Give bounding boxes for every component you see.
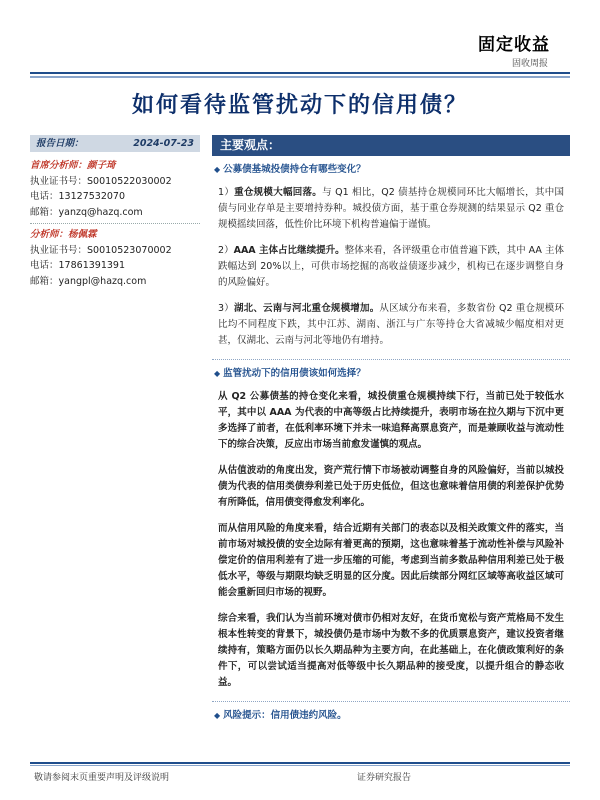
analyst-1-phone: 13127532070 [58, 191, 126, 202]
point-3-number: 3） [218, 303, 234, 314]
sidebar-divider [30, 223, 200, 224]
analyst-2-phone: 17861391391 [58, 260, 126, 271]
risk-warning [212, 707, 570, 721]
point-1-body: 与 Q1 相比，Q2 债基持仓规模同环比大幅增长，其中国债与同业存单是主要增持券种。城投债方面，基于重仓券规测的结果显示 Q2 重仓规模摇续回落，低性价比环境下机构普遍偏于谨慎。 [218, 187, 564, 230]
analyst-1-phone-label: 电话： [30, 191, 59, 202]
bullet-icon: ◆ [214, 369, 221, 378]
analyst-2-cert-label: 执业证书号： [30, 244, 88, 256]
analyst-1-role: 首席分析师： [30, 160, 88, 171]
analyst-1-cert-line [30, 174, 200, 190]
analyst-1-heading [30, 158, 200, 174]
report-date-label: 报告日期： [36, 137, 84, 149]
analyst-1-email[interactable]: yanzq@hazq.com [58, 206, 143, 218]
section-divider [212, 359, 570, 360]
point-3-heading: 湖北、云南与河北重仓规模增加。 [233, 303, 380, 314]
paragraph-6: 而从信用风险的角度来看，结合近期有关部门的表态以及相关政策文件的落实，当前市场对城投债的安全边际有着更高的预期，这也意味着基于流动性补偿与风险补偿定价的信用利差有了进一步压缩的可能，考虑到当前多数品种信用利差已处于极低水平，等级与期限均缺乏明显的区分度。因此后续部分网红区域等高收益区域可能会重新回归市场的视野。 [218, 523, 564, 598]
point-1-heading: 重仓规模大幅回落。 [234, 187, 323, 198]
header-report-type: 固收周报 [511, 59, 548, 69]
point-2-number: 2） [218, 245, 234, 256]
paragraph-7: 综合来看，我们认为当前环境对债市仍相对友好，在货币宽松与资产荒格局不发生根本性转变的背景下，城投债仍是市场中为数不多的优质票息资产，建议投资者继续持有，策略方面仍以长久期品种为主要方向，在此基础上，在化债政策利好的条件下，可以尝试适当提高对低等级中长久期品种的接受度，以提升组合的静态收益。 [218, 613, 564, 688]
analyst-2-cert: S0010523070002 [87, 244, 172, 256]
question-1-text: 公募债基城投债持仓有哪些变化？ [223, 164, 366, 175]
paragraph-4: 从 Q2 公募债基的持仓变化来看，城投债重仓规模持续下行，当前已处于较低水平，其中以 AAA 为代表的中高等级占比持续提升，表明市场在拉久期与下沉中更多选择了前者，在低利率环境下并未一味追释高票息资产，而是兼顾收益与流动性下的综合决策，反应出市场当前愈发谨慎的观点。 [218, 391, 564, 450]
analyst-2-heading [30, 227, 200, 243]
question-2 [212, 365, 570, 379]
analyst-1-name: 颜子琦 [87, 160, 116, 171]
bullet-icon: ◆ [214, 711, 221, 720]
header-category: 固定收益 [478, 35, 550, 55]
section-title: 主要观点： [212, 135, 570, 156]
question-2-text: 监管扰动下的信用债该如何选择？ [223, 368, 366, 379]
paragraph-5: 从估值波动的角度出发，资产荒行情下市场被动调整自身的风险偏好，当前以城投债为代表的信用类债券利差已处于历史低位，但这也意味着信用债的利差保护优势有所降低，信用债变得愈发利率化。 [218, 465, 564, 508]
footer-divider [30, 762, 570, 766]
page-title: 如何看待监管扰动下的信用债？ [131, 93, 468, 118]
point-2-body: 整体来看，各评级重仓市值普遍下跌，其中 AA 主体跌幅达到 20%以上，可供市场挖掘的高收益债逐步减少，机构已在逐步调整自身的风险偏好。 [218, 245, 564, 288]
analyst-2-email-label: 邮箱： [30, 275, 59, 287]
report-date-value: 2024-07-23 [133, 137, 194, 149]
analyst-2-cert-line [30, 243, 200, 259]
analyst-1-email-line [30, 205, 200, 221]
question-1 [212, 161, 570, 175]
point-1 [218, 185, 564, 233]
analyst-2-phone-line [30, 258, 200, 274]
risk-warning-text: 风险提示：信用债违约风险。 [223, 710, 347, 721]
point-2 [218, 243, 564, 291]
analyst-2-email[interactable]: yangpl@hazq.com [58, 275, 147, 287]
analyst-2-name: 杨佩霖 [68, 229, 97, 240]
section-divider [212, 701, 570, 702]
point-2-heading: AAA 主体占比继续提升。 [233, 245, 345, 256]
analyst-1-cert-label: 执业证书号： [30, 175, 88, 187]
main-content [212, 135, 570, 721]
footer-disclaimer[interactable]: 敬请参阅末页重要声明及评级说明 [34, 773, 170, 783]
point-3-body: 从区域分布来看，多数省份 Q2 重仓规模环比均不同程度下跌，其中江苏、湖南、浙江与广东等持仓大省减城少幅度相对更甚，仅湖北、云南与河北等地仍有增持。 [218, 303, 564, 346]
analyst-2-email-line [30, 274, 200, 290]
bullet-icon: ◆ [214, 165, 221, 174]
analyst-2-phone-label: 电话： [30, 260, 59, 271]
report-date-bar [30, 135, 200, 152]
header-divider [30, 72, 570, 78]
point-1-number: 1） [218, 187, 235, 198]
analyst-1-phone-line [30, 189, 200, 205]
analyst-1-cert: S0010522030002 [87, 175, 172, 187]
point-3 [218, 301, 564, 349]
footer-report-label: 证券研究报告 [357, 773, 412, 783]
analyst-sidebar [30, 135, 200, 289]
analyst-1-email-label: 邮箱： [30, 206, 59, 218]
analyst-2-role: 分析师： [30, 229, 69, 240]
